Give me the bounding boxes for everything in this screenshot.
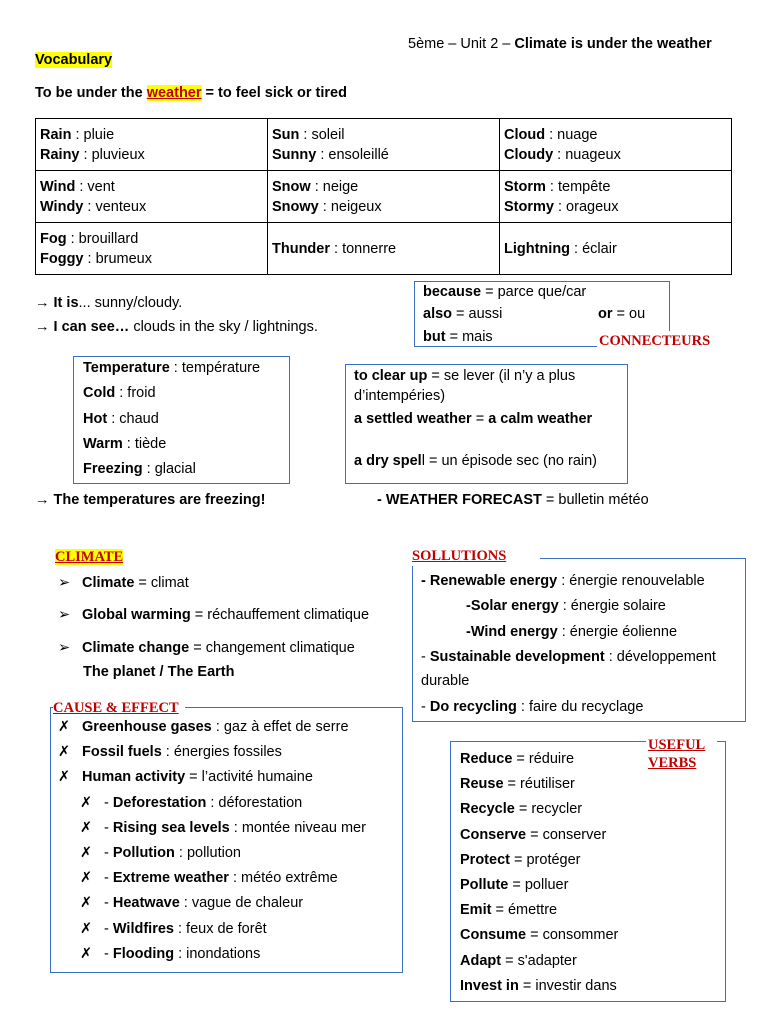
verb-item-term: Recycle <box>460 801 515 818</box>
unit-title: Climate is under the weather <box>514 36 712 52</box>
vocab-def: : vent <box>75 178 115 195</box>
vocab-entry <box>40 197 263 217</box>
wind-energy-term: -Wind energy <box>466 624 558 640</box>
vocab-entry <box>272 125 495 145</box>
temperature-item <box>83 459 196 479</box>
verb-item-term: Reduce <box>460 751 513 767</box>
page-header <box>408 34 712 54</box>
freezing-text: The temperatures are freezing! <box>53 492 266 508</box>
sub-dash: - <box>104 819 113 836</box>
vocab-def: : brumeux <box>83 250 152 267</box>
verb-item <box>460 799 582 819</box>
also-term: also <box>423 306 453 322</box>
solar-def: : énergie solaire <box>558 598 666 614</box>
vocab-term: Cloud <box>504 126 546 143</box>
cause-def: : feux de forêt <box>173 920 267 937</box>
verb-item <box>460 774 575 794</box>
vocab-def: : nuage <box>545 126 598 143</box>
temperature-item-def: : glacial <box>142 461 196 478</box>
vocab-entry <box>272 239 495 259</box>
vocab-term: Snow <box>272 178 311 195</box>
cause-item <box>80 868 338 888</box>
cause-def: : météo extrême <box>228 870 338 887</box>
vocab-def: : nuageux <box>553 146 621 163</box>
cause-term: Fossil fuels <box>82 744 162 761</box>
renewable-term: - Renewable energy <box>421 573 558 589</box>
dry-spell-term: a dry spel <box>354 453 422 469</box>
vocab-term: Sun <box>272 126 300 143</box>
vocab-term: Windy <box>40 198 84 215</box>
verb-item <box>460 850 581 870</box>
cross-bullet-icon: ✗ <box>58 744 71 761</box>
it-is-bold: It is <box>53 295 79 311</box>
or-term: or <box>598 306 613 322</box>
or-def: = ou <box>612 306 646 322</box>
sustainable-dash: - <box>421 649 430 665</box>
sustainable-line-2: durable <box>421 673 470 689</box>
vocabulary-title: Vocabulary <box>35 52 113 68</box>
cause-term: Pollution <box>112 845 175 861</box>
sub-dash: - <box>104 945 113 962</box>
or-line <box>598 304 645 324</box>
vocab-entry <box>272 177 495 197</box>
cause-def: : inondations <box>174 945 261 962</box>
vocab-entry <box>504 125 727 145</box>
vocab-entry <box>272 145 495 165</box>
cause-item <box>80 944 260 964</box>
because-term: because <box>423 284 482 300</box>
cross-bullet-icon: ✗ <box>80 794 93 811</box>
vocab-cell <box>500 223 732 275</box>
climate-title: CLIMATE <box>55 549 124 565</box>
verb-item-term: Protect <box>460 851 510 868</box>
vocab-term: Thunder <box>272 240 330 257</box>
vocab-def: : neigeux <box>318 198 382 215</box>
cross-bullet-icon: ✗ <box>80 819 93 836</box>
cause-term: Rising sea levels <box>112 819 230 836</box>
verb-item-def: = émettre <box>491 902 558 919</box>
verb-item-term: Consume <box>460 927 527 944</box>
verb-item <box>460 976 617 996</box>
arrow-bullet-icon: ➢ <box>58 640 71 656</box>
cause-item <box>58 767 313 787</box>
verb-item-def: = consommer <box>526 927 619 944</box>
forecast-term: WEATHER FORECAST <box>385 492 542 508</box>
renewable-def: : énergie renouvelable <box>557 573 705 589</box>
vocab-cell <box>36 171 268 223</box>
settled-eq: = <box>471 411 489 427</box>
verbs-title <box>646 736 717 778</box>
cause-def: : pollution <box>174 845 241 861</box>
but-line <box>423 327 493 347</box>
vocab-def: : soleil <box>299 126 345 143</box>
cause-term: Flooding <box>112 945 175 962</box>
idiom-word: weather <box>146 85 202 101</box>
renewable-line <box>421 571 705 591</box>
vocab-entry <box>40 125 263 145</box>
i-can-see-rest: clouds in the sky / lightnings. <box>129 319 318 335</box>
temperature-item-term: Warm <box>83 435 123 452</box>
cause-effect-title: CAUSE & EFFECT <box>53 698 185 718</box>
temperature-item-def: : tiède <box>122 435 167 452</box>
settled-term: a settled weather <box>354 411 472 427</box>
idiom-pre: To be under the <box>35 85 147 101</box>
cause-def: : vague de chaleur <box>179 895 304 912</box>
cause-item <box>80 843 241 863</box>
sub-dash: - <box>104 870 113 887</box>
vocab-cell <box>268 119 500 171</box>
vocab-cell <box>500 171 732 223</box>
temperature-item-term: Hot <box>83 410 108 427</box>
verbs-title-2: VERBS <box>648 755 697 771</box>
cause-term: Greenhouse gases <box>82 719 212 735</box>
cause-term: Deforestation <box>112 794 207 811</box>
climate-item <box>58 605 369 625</box>
cause-item <box>58 717 349 737</box>
forecast-def: = bulletin météo <box>541 492 649 508</box>
verb-item <box>460 875 568 895</box>
vocab-term: Rain <box>40 126 72 143</box>
verb-item <box>460 825 606 845</box>
cause-def: : énergies fossiles <box>161 744 282 761</box>
vocab-entry <box>504 177 727 197</box>
verb-item-def: = protéger <box>509 851 581 868</box>
clear-up-line-2: d’intempéries) <box>354 388 446 404</box>
vocab-term: Rainy <box>40 146 80 163</box>
verb-item-term: Invest in <box>460 977 519 994</box>
also-line <box>423 304 502 324</box>
recycling-term: Do recycling <box>429 699 517 715</box>
vocab-entry <box>504 239 727 259</box>
climate-term: Climate <box>82 575 135 591</box>
freezing-line: → The temperatures are freezing! <box>35 492 266 508</box>
sub-dash: - <box>104 920 113 937</box>
vocab-term: Stormy <box>504 198 554 215</box>
temperature-item-term: Temperature <box>83 360 170 376</box>
vocabulary-heading <box>35 50 112 70</box>
wind-energy-line <box>466 622 677 642</box>
climate-item <box>58 638 355 658</box>
vocab-def: : orageux <box>553 198 619 215</box>
verb-item <box>460 925 618 945</box>
forecast-dash: - <box>377 492 386 508</box>
arrow-bullet-icon: ➢ <box>58 575 71 591</box>
vocab-def: : ensoleillé <box>316 146 389 163</box>
climate-term: Climate change <box>82 640 190 656</box>
verb-item <box>460 951 577 971</box>
recycling-line <box>421 697 643 717</box>
recycling-def: : faire du recyclage <box>516 699 644 715</box>
vocab-term: Lightning <box>504 240 571 257</box>
solar-line <box>466 596 666 616</box>
verb-item <box>460 749 574 769</box>
planet-line <box>83 662 234 682</box>
vocab-def: : tempête <box>545 178 611 195</box>
verb-item-def: = polluer <box>508 877 569 893</box>
connecteurs-title: CONNECTEURS <box>597 331 718 351</box>
because-line <box>423 282 586 302</box>
cross-bullet-icon: ✗ <box>80 895 93 912</box>
cross-bullet-icon: ✗ <box>80 920 93 937</box>
dry-spell-line <box>354 451 597 471</box>
cross-bullet-icon: ✗ <box>58 769 71 786</box>
cross-bullet-icon: ✗ <box>80 870 93 887</box>
verb-item-term: Reuse <box>460 776 504 793</box>
vocab-cell <box>36 119 268 171</box>
but-def: = mais <box>445 329 493 345</box>
cause-term: Human activity <box>82 769 186 786</box>
temperature-item <box>83 434 166 454</box>
solar-term: -Solar energy <box>466 598 559 614</box>
temperature-item-term: Cold <box>83 385 116 402</box>
vocab-term: Fog <box>40 230 67 247</box>
vocab-row <box>36 171 732 223</box>
verb-item-term: Pollute <box>460 877 509 893</box>
idiom-post: = to feel sick or tired <box>201 85 347 101</box>
verb-item <box>460 900 557 920</box>
arrow-bullet-icon: ➢ <box>58 607 71 623</box>
cause-term: Wildfires <box>112 920 174 937</box>
vocab-term: Sunny <box>272 146 317 163</box>
verbs-title-1: USEFUL <box>648 737 706 753</box>
i-can-see-line: → I can see… clouds in the sky / lightnings. <box>35 319 318 335</box>
dry-spell-def: l = un épisode sec (no rain) <box>421 453 598 469</box>
verb-item-def: = conserver <box>526 826 607 843</box>
because-def: = parce que/car <box>481 284 587 300</box>
climate-def: = climat <box>134 575 189 591</box>
settled-def: a calm weather <box>488 411 593 427</box>
sub-dash: - <box>104 794 113 811</box>
vocab-def: : tonnerre <box>330 240 397 257</box>
vocab-cell <box>36 223 268 275</box>
verb-item-term: Conserve <box>460 826 527 843</box>
vocab-table <box>35 118 732 275</box>
climate-term: Global warming <box>82 607 191 623</box>
cause-def: : gaz à effet de serre <box>211 719 349 735</box>
sustainable-def: : développement <box>604 649 716 665</box>
vocab-term: Snowy <box>272 198 319 215</box>
it-is-rest: ... sunny/cloudy. <box>78 295 183 311</box>
wind-energy-def: : énergie éolienne <box>557 624 678 640</box>
verb-item-def: = investir dans <box>518 977 617 994</box>
vocab-term: Storm <box>504 178 546 195</box>
temperature-item-term: Freezing <box>83 461 143 478</box>
vocab-term: Cloudy <box>504 146 554 163</box>
vocab-term: Wind <box>40 178 76 195</box>
temperature-item-def: : froid <box>115 385 156 402</box>
forecast-line <box>377 490 649 510</box>
settled-line <box>354 409 592 429</box>
cause-term: Extreme weather <box>112 870 229 887</box>
cause-item <box>80 793 302 813</box>
i-can-see-bold: I can see… <box>53 319 130 335</box>
verb-item-def: = réduire <box>512 751 575 767</box>
verb-item-def: = s'adapter <box>501 952 577 969</box>
unit-label: 5ème – Unit 2 – <box>408 36 515 52</box>
clear-up-line <box>354 366 575 386</box>
vocab-entry <box>504 145 727 165</box>
cause-item <box>80 818 366 838</box>
vocab-def: : pluie <box>71 126 115 143</box>
also-def: = aussi <box>452 306 503 322</box>
solutions-title: SOLLUTIONS <box>412 546 540 566</box>
vocab-entry <box>272 197 495 217</box>
vocab-term: Foggy <box>40 250 84 267</box>
temperature-item <box>83 358 260 378</box>
sustainable-line <box>421 647 716 667</box>
cause-def: : déforestation <box>206 794 303 811</box>
vocab-def: : venteux <box>83 198 147 215</box>
but-term: but <box>423 329 446 345</box>
idiom-line <box>35 83 347 103</box>
vocab-def: : neige <box>310 178 359 195</box>
cause-item <box>58 742 282 762</box>
vocab-entry <box>40 229 263 249</box>
planet-text: The planet / The Earth <box>83 664 235 680</box>
verb-item-term: Emit <box>460 902 492 919</box>
climate-def: = réchauffement climatique <box>190 607 370 623</box>
climate-title-wrap <box>55 547 181 567</box>
vocab-entry <box>504 197 727 217</box>
vocab-cell <box>500 119 732 171</box>
temperature-item <box>83 383 156 403</box>
cause-def: : montée niveau mer <box>229 819 366 836</box>
vocab-cell <box>268 223 500 275</box>
sub-dash: - <box>104 845 113 861</box>
temperature-item-def: : température <box>169 360 261 376</box>
verb-item-def: = réutiliser <box>503 776 575 793</box>
vocab-entry <box>40 145 263 165</box>
cause-item <box>80 919 267 939</box>
sustainable-term: Sustainable development <box>429 649 605 665</box>
recycling-dash: - <box>421 699 430 715</box>
it-is-line: → It is... sunny/cloudy. <box>35 295 183 311</box>
climate-item <box>58 573 189 593</box>
clear-up-def: = se lever (il n’y a plus <box>427 368 576 384</box>
vocab-entry <box>40 177 263 197</box>
vocab-def: : éclair <box>570 240 617 257</box>
temperature-item-def: : chaud <box>107 410 159 427</box>
cause-def: = l’activité humaine <box>185 769 313 786</box>
cross-bullet-icon: ✗ <box>58 719 71 735</box>
vocab-def: : pluvieux <box>79 146 145 163</box>
vocab-def: : brouillard <box>66 230 139 247</box>
vocab-entry <box>40 249 263 269</box>
vocab-row <box>36 119 732 171</box>
cause-term: Heatwave <box>112 895 180 912</box>
climate-def: = changement climatique <box>189 640 355 656</box>
temperature-item <box>83 409 159 429</box>
cross-bullet-icon: ✗ <box>80 845 93 861</box>
sub-dash: - <box>104 895 113 912</box>
vocab-row <box>36 223 732 275</box>
clear-up-term: to clear up <box>354 368 428 384</box>
verb-item-term: Adapt <box>460 952 502 969</box>
vocab-cell <box>268 171 500 223</box>
cross-bullet-icon: ✗ <box>80 945 93 962</box>
verb-item-def: = recycler <box>514 801 583 818</box>
cause-item <box>80 893 303 913</box>
